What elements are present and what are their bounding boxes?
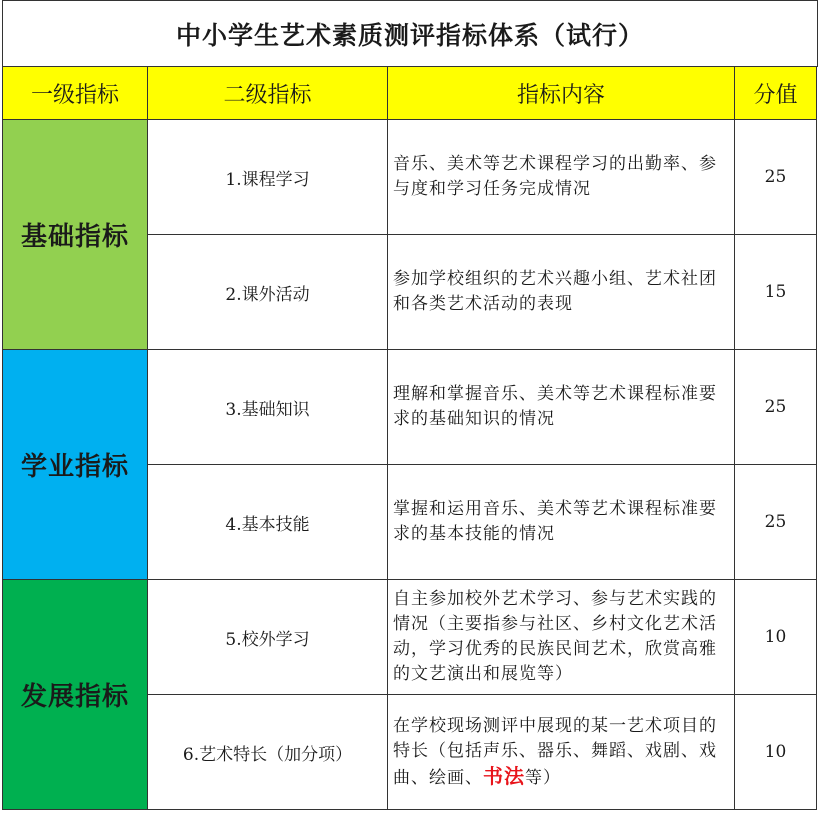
content-text-end: 等） — [525, 767, 561, 788]
evaluation-sheet — [2, 0, 820, 819]
group-academic: 学业指标 — [3, 350, 148, 580]
level2-cell: 6.艺术特长（加分项） — [148, 695, 388, 810]
group-basic: 基础指标 — [3, 120, 148, 350]
level2-cell: 3.基础知识 — [148, 350, 388, 465]
score-cell: 15 — [735, 235, 817, 350]
header-content: 指标内容 — [388, 67, 735, 120]
table-row — [3, 350, 817, 465]
level2-cell: 1.课程学习 — [148, 120, 388, 235]
content-cell: 音乐、美术等艺术课程学习的出勤率、参与度和学习任务完成情况 — [388, 120, 735, 235]
content-cell: 掌握和运用音乐、美术等艺术课程标准要求的基本技能的情况 — [388, 465, 735, 580]
content-cell — [388, 695, 735, 810]
score-cell: 25 — [735, 120, 817, 235]
header-score: 分值 — [735, 67, 817, 120]
content-cell: 理解和掌握音乐、美术等艺术课程标准要求的基础知识的情况 — [388, 350, 735, 465]
table-row — [3, 120, 817, 235]
header-row — [3, 67, 817, 120]
table-title: 中小学生艺术素质测评指标体系（试行） — [2, 0, 818, 67]
indicator-table — [2, 66, 817, 810]
content-text: 在学校现场测评中展现的某一艺术项目的特长（包括声乐、器乐、舞蹈、戏剧、戏曲、绘画、 — [393, 715, 717, 788]
level2-cell: 5.校外学习 — [148, 580, 388, 695]
header-level1: 一级指标 — [3, 67, 148, 120]
content-cell: 参加学校组织的艺术兴趣小组、艺术社团和各类艺术活动的表现 — [388, 235, 735, 350]
highlight-text: 书法 — [483, 763, 525, 788]
level2-cell: 4.基本技能 — [148, 465, 388, 580]
level2-cell: 2.课外活动 — [148, 235, 388, 350]
content-cell: 自主参加校外艺术学习、参与艺术实践的情况（主要指参与社区、乡村文化艺术活动，学习优秀的民族民间艺术，欣赏高雅的文艺演出和展览等） — [388, 580, 735, 695]
score-cell: 10 — [735, 580, 817, 695]
header-level2: 二级指标 — [148, 67, 388, 120]
score-cell: 25 — [735, 465, 817, 580]
score-cell: 10 — [735, 695, 817, 810]
table-row — [3, 580, 817, 695]
score-cell: 25 — [735, 350, 817, 465]
group-development: 发展指标 — [3, 580, 148, 810]
